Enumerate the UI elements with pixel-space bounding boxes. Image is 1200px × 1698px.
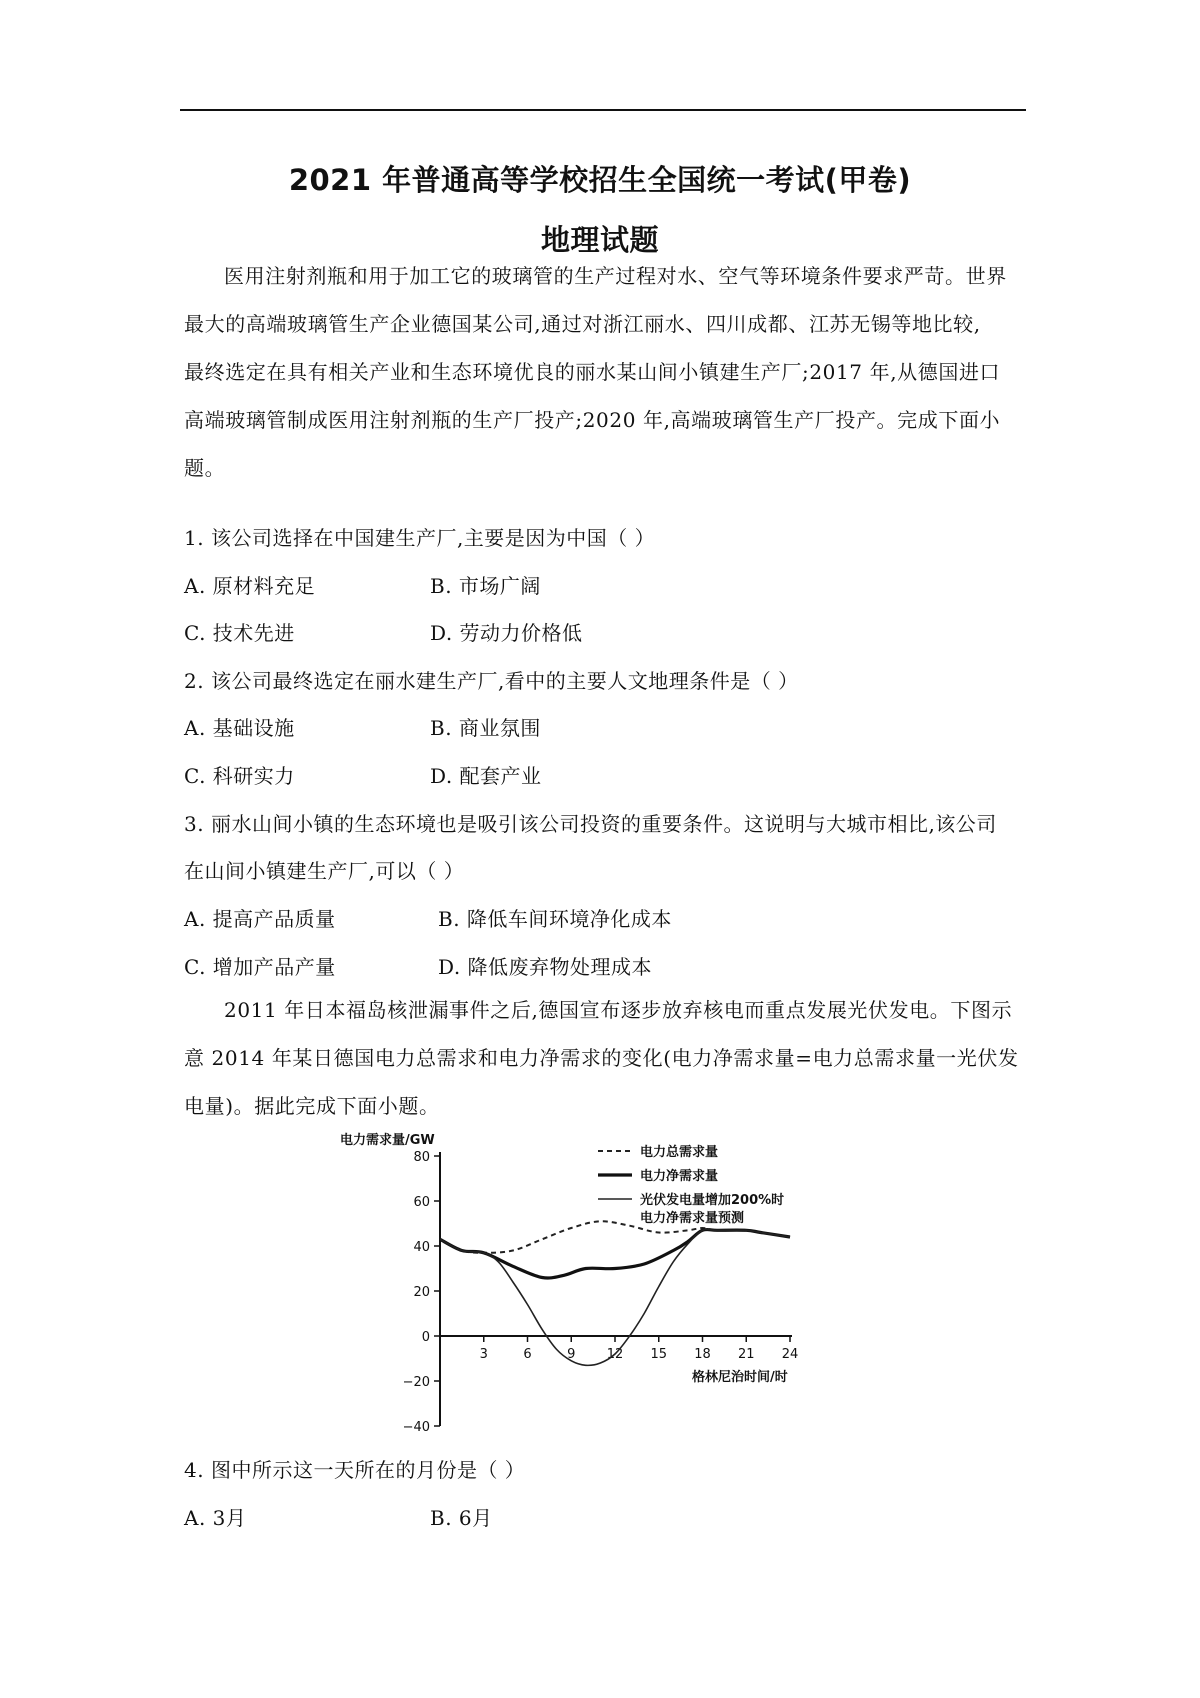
x-tick-label: 6 bbox=[523, 1347, 532, 1362]
question-2-option-c[interactable]: C. 科研实力 bbox=[184, 764, 295, 788]
x-tick-label: 9 bbox=[567, 1347, 576, 1362]
y-tick-label: −40 bbox=[402, 1420, 430, 1435]
power-demand-chart bbox=[330, 1130, 850, 1450]
legend-label-1: 电力总需求量 bbox=[640, 1145, 719, 1160]
question-3-option-c[interactable]: C. 增加产品产量 bbox=[184, 955, 336, 979]
x-tick-label: 24 bbox=[781, 1347, 799, 1362]
x-tick-label: 18 bbox=[694, 1347, 711, 1362]
question-1-option-d[interactable]: D. 劳动力价格低 bbox=[430, 621, 583, 645]
question-2-option-b[interactable]: B. 商业氛围 bbox=[430, 716, 541, 740]
y-tick-label: 40 bbox=[413, 1240, 430, 1255]
y-tick-label: 80 bbox=[413, 1150, 430, 1165]
y-tick-label: 0 bbox=[421, 1330, 430, 1345]
passage-2-line: 意 2014 年某日德国电力总需求和电力净需求的变化(电力净需求量=电力总需求量一光伏发 bbox=[184, 1046, 1019, 1070]
series-line-3 bbox=[440, 1229, 790, 1365]
passage-1-line: 最大的高端玻璃管生产企业德国某公司,通过对浙江丽水、四川成都、江苏无锡等地比较, bbox=[184, 312, 981, 336]
question-3-option-b[interactable]: B. 降低车间环境净化成本 bbox=[438, 907, 672, 931]
passage-1 bbox=[184, 252, 1028, 492]
legend-label-2: 电力净需求量 bbox=[640, 1169, 719, 1184]
question-4-option-a[interactable]: A. 3月 bbox=[184, 1506, 247, 1530]
y-tick-label: 60 bbox=[413, 1195, 430, 1210]
passage-2 bbox=[184, 986, 1028, 1130]
question-1-option-b[interactable]: B. 市场广阔 bbox=[430, 574, 541, 598]
question-4-option-b[interactable]: B. 6月 bbox=[430, 1506, 493, 1530]
passage-2-line: 2011 年日本福岛核泄漏事件之后,德国宣布逐步放弃核电而重点发展光伏发电。下图示 bbox=[224, 998, 1013, 1022]
question-2-option-a[interactable]: A. 基础设施 bbox=[184, 716, 295, 740]
header-rule bbox=[180, 109, 1026, 111]
question-3-stem-line-2: 在山间小镇建生产厂,可以（ ） bbox=[184, 859, 465, 883]
question-1-option-c[interactable]: C. 技术先进 bbox=[184, 621, 295, 645]
x-tick-label: 12 bbox=[606, 1347, 624, 1362]
question-2-option-d[interactable]: D. 配套产业 bbox=[430, 764, 542, 788]
y-tick-label: 20 bbox=[413, 1285, 430, 1300]
chart-legend bbox=[598, 1144, 784, 1226]
subject-title: 地理试题 bbox=[540, 223, 659, 257]
question-1-stem: 1. 该公司选择在中国建生产厂,主要是因为中国（ ） bbox=[184, 526, 656, 550]
series-line-2 bbox=[440, 1229, 790, 1278]
exam-title: 2021 年普通高等学校招生全国统一考试(甲卷) bbox=[288, 163, 912, 197]
question-3-stem-line-1: 3. 丽水山间小镇的生态环境也是吸引该公司投资的重要条件。这说明与大城市相比,该公司 bbox=[184, 812, 997, 836]
x-tick-label: 15 bbox=[650, 1347, 668, 1362]
x-tick-label: 3 bbox=[479, 1347, 488, 1362]
legend-label-3: 光伏发电量增加200%时 bbox=[640, 1193, 785, 1208]
x-tick-label: 21 bbox=[737, 1347, 755, 1362]
question-2-stem: 2. 该公司最终选定在丽水建生产厂,看中的主要人文地理条件是（ ） bbox=[184, 669, 799, 693]
passage-1-line: 高端玻璃管制成医用注射剂瓶的生产厂投产;2020 年,高端玻璃管生产厂投产。完成下面小 bbox=[184, 408, 1001, 432]
passage-2-line: 电量)。据此完成下面小题。 bbox=[184, 1094, 440, 1118]
chart-ylabel: 电力需求量/GW bbox=[340, 1133, 435, 1148]
y-tick-label: −20 bbox=[402, 1375, 430, 1390]
chart-xlabel: 格林尼治时间/时 bbox=[692, 1370, 788, 1385]
legend-label-3: 电力净需求量预测 bbox=[640, 1211, 745, 1226]
question-1-option-a[interactable]: A. 原材料充足 bbox=[184, 574, 316, 598]
question-3-option-d[interactable]: D. 降低废弃物处理成本 bbox=[438, 955, 653, 979]
question-4-stem: 4. 图中所示这一天所在的月份是（ ） bbox=[184, 1458, 526, 1482]
passage-1-line: 最终选定在具有相关产业和生态环境优良的丽水某山间小镇建生产厂;2017 年,从德国进口 bbox=[184, 360, 1001, 384]
passage-1-line: 医用注射剂瓶和用于加工它的玻璃管的生产过程对水、空气等环境条件要求严苛。世界 bbox=[224, 264, 1007, 288]
passage-1-line: 题。 bbox=[184, 456, 226, 480]
question-3-option-a[interactable]: A. 提高产品质量 bbox=[184, 907, 336, 931]
chart-series-group bbox=[440, 1221, 790, 1365]
